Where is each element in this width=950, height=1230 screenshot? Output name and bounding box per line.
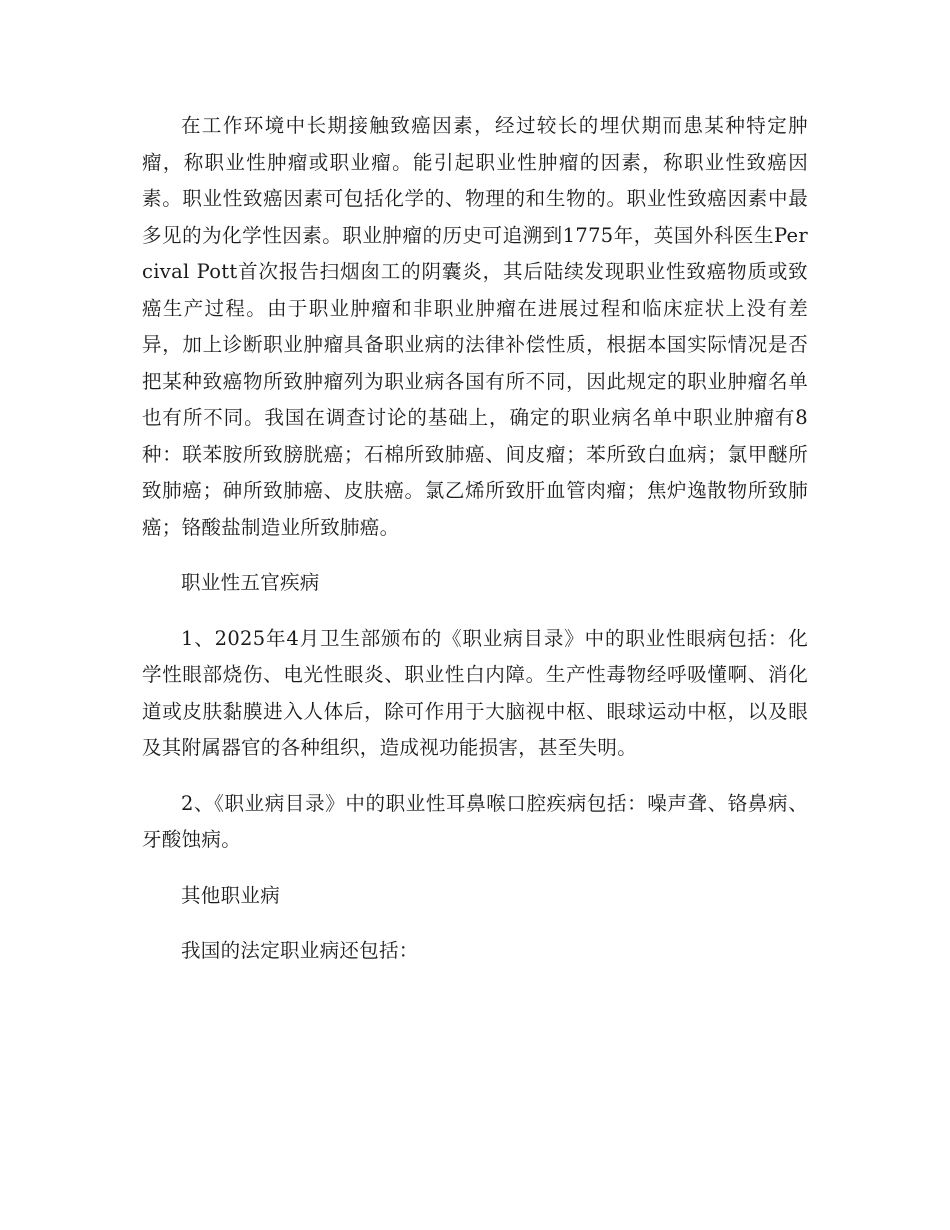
section-heading-other-diseases: 其他职业病 xyxy=(181,883,281,907)
paragraph-occupational-tumor: 在工作环境中长期接触致癌因素，经过较长的埋伏期而患某种特定肿瘤，称职业性肿瘤或职业瘤。能引起职业性肿瘤的因素，称职业性致癌因素。职业性致癌因素可包括化学的、物理的和生物的。职业性致癌因素中最多见的为化学性因素。职业肿瘤的历史可追溯到1775年，英国外科医生Percival Pott首次报告扫烟囱工的阴囊炎，其后陆续发现职业性致癌物质或致癌生产过程。由于职业肿瘤和非职业肿瘤在进展过程和临床症状上没有差异，加上诊断职业肿瘤具备职业病的法律补偿性质，根据本国实际情况是否把某种致癌物所致肿瘤列为职业病各国有所不同，因此规定的职业肿瘤名单也有所不同。我国在调查讨论的基础上，确定的职业病名单中职业肿瘤有8种：联苯胺所致膀胱癌；石棉所致肺癌、间皮瘤；苯所致白血病；氯甲醚所致肺癌；砷所致肺癌、皮肤癌。氯乙烯所致肝血管肉瘤；焦炉逸散物所致肺癌；铬酸盐制造业所致肺癌。 xyxy=(142,114,808,539)
section-heading-eent-diseases: 职业性五官疾病 xyxy=(181,571,320,594)
document-body xyxy=(142,108,808,989)
paragraph-ent-diseases: 2、《职业病目录》中的职业性耳鼻喉口腔疾病包括：噪声聋、铬鼻病、牙酸蚀病。 xyxy=(142,791,808,851)
paragraph-statutory-diseases: 我国的法定职业病还包括： xyxy=(181,939,419,962)
paragraph-eye-diseases: 1、2025年4月卫生部颁布的《职业病目录》中的职业性眼病包括：化学性眼部烧伤、电光性眼炎、职业性白内障。生产性毒物经呼吸懂啊、消化道或皮肤黏膜进入人体后，除可作用于大脑视中枢、眼球运动中枢，以及眼及其附属器官的各种组织，造成视功能损害，甚至失明。 xyxy=(142,626,808,759)
